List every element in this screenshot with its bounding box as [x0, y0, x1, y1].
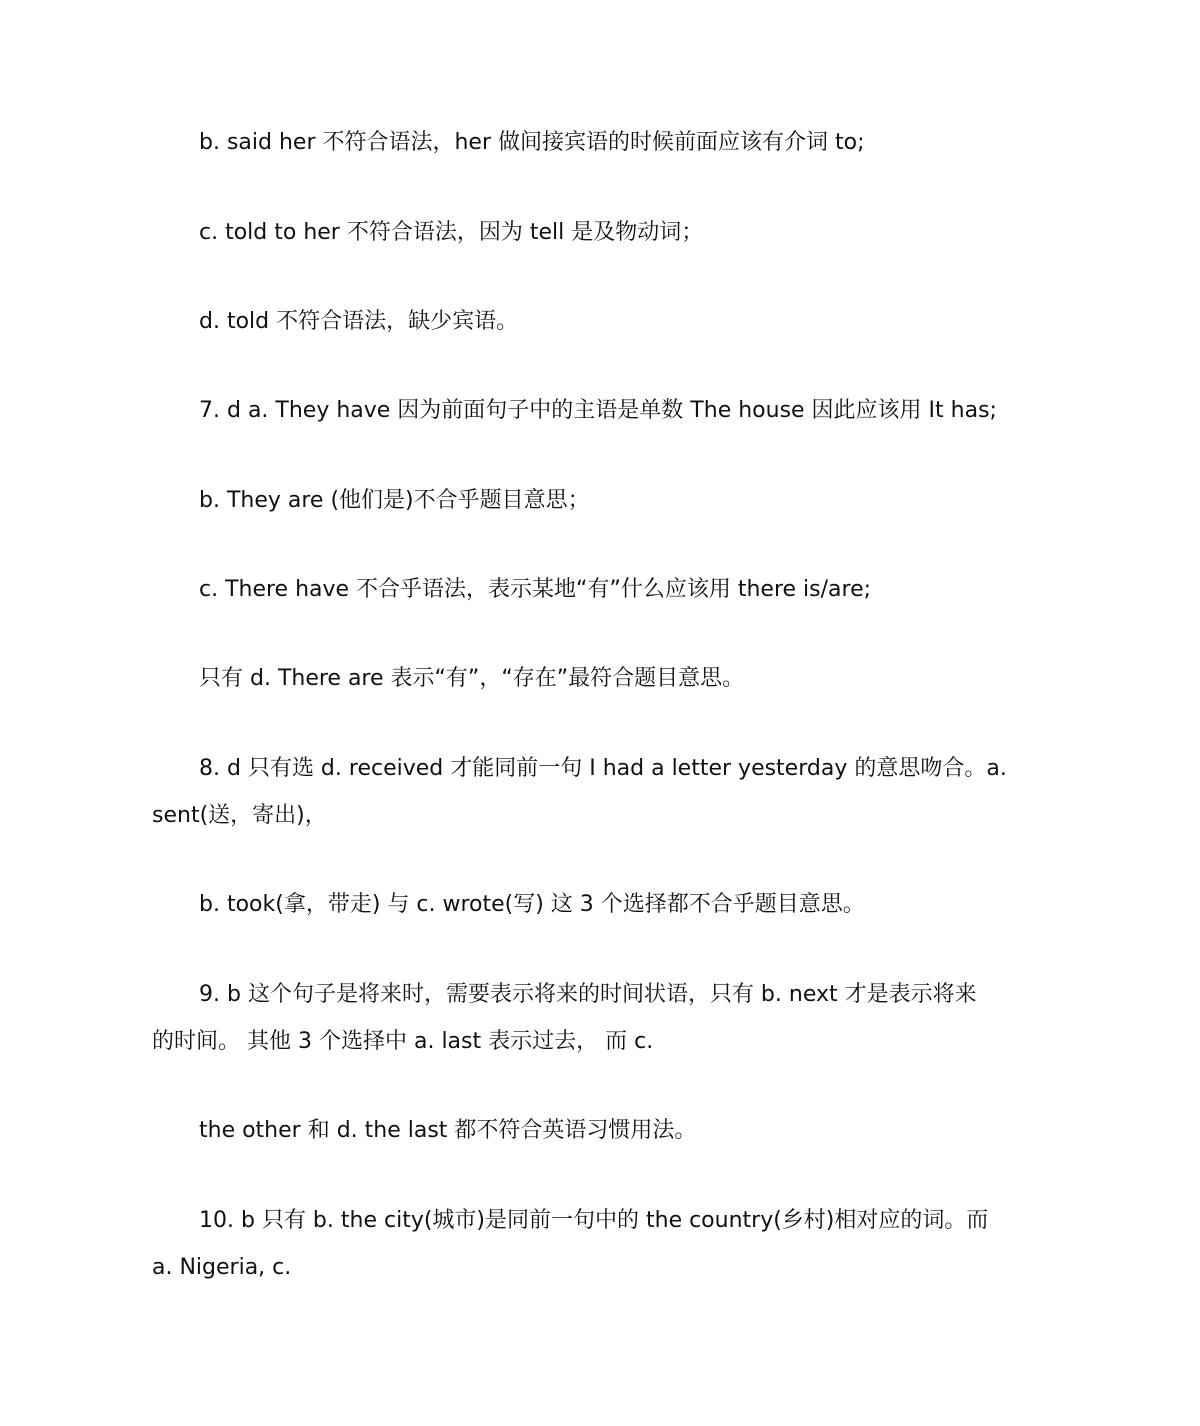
paragraph-b-took: [152, 881, 1052, 928]
paragraph-line: b. took(拿，带走) 与 c. wrote(写) 这 3 个选择都不合乎题目意思。: [199, 892, 865, 917]
paragraph-answer-9: [152, 971, 1052, 1065]
paragraph-d-told: [152, 298, 1052, 345]
paragraph-line: b. They are (他们是)不合乎题目意思；: [199, 488, 590, 513]
paragraph-b-said-her: [152, 119, 1052, 166]
paragraph-line: d. told 不符合语法，缺少宾语。: [199, 309, 519, 334]
paragraph-line: c. There have 不合乎语法，表示某地“有”什么应该用 there is/are;: [199, 577, 872, 602]
paragraph-line: 8. d 只有选 d. received 才能同前一句 I had a letter yesterday 的意思吻合。a.: [199, 756, 1007, 781]
paragraph-line: c. told to her 不符合语法，因为 tell 是及物动词；: [199, 220, 704, 245]
paragraph-the-other: [152, 1107, 1052, 1154]
paragraph-line: a. Nigeria, c.: [152, 1255, 292, 1280]
paragraph-c-there-have: [152, 566, 1052, 613]
paragraph-answer-8: [152, 745, 1052, 839]
paragraph-line: the other 和 d. the last 都不符合英语习惯用法。: [199, 1118, 697, 1143]
paragraph-c-told-to-her: [152, 209, 1052, 256]
paragraph-answer-10: [152, 1197, 1052, 1291]
paragraph-line: b. said her 不符合语法，her 做间接宾语的时候前面应该有介词 to;: [199, 130, 865, 155]
paragraph-b-they-are: [152, 477, 1052, 524]
paragraph-line: 7. d a. They have 因为前面句子中的主语是单数 The house 因此应该用 It has;: [199, 398, 997, 423]
paragraph-answer-7: [152, 387, 1052, 434]
paragraph-line: 只有 d. There are 表示“有”，“存在”最符合题目意思。: [199, 666, 745, 691]
paragraph-only-d-there-are: [152, 655, 1052, 702]
paragraph-line: 10. b 只有 b. the city(城市)是同前一句中的 the country(乡村)相对应的词。而: [199, 1208, 989, 1233]
paragraph-line: 9. b 这个句子是将来时，需要表示将来的时间状语，只有 b. next 才是表示将来: [199, 982, 977, 1007]
paragraph-line: sent(送，寄出)，: [152, 803, 327, 828]
paragraph-line: 的时间。 其他 3 个选择中 a. last 表示过去， 而 c.: [152, 1029, 654, 1054]
